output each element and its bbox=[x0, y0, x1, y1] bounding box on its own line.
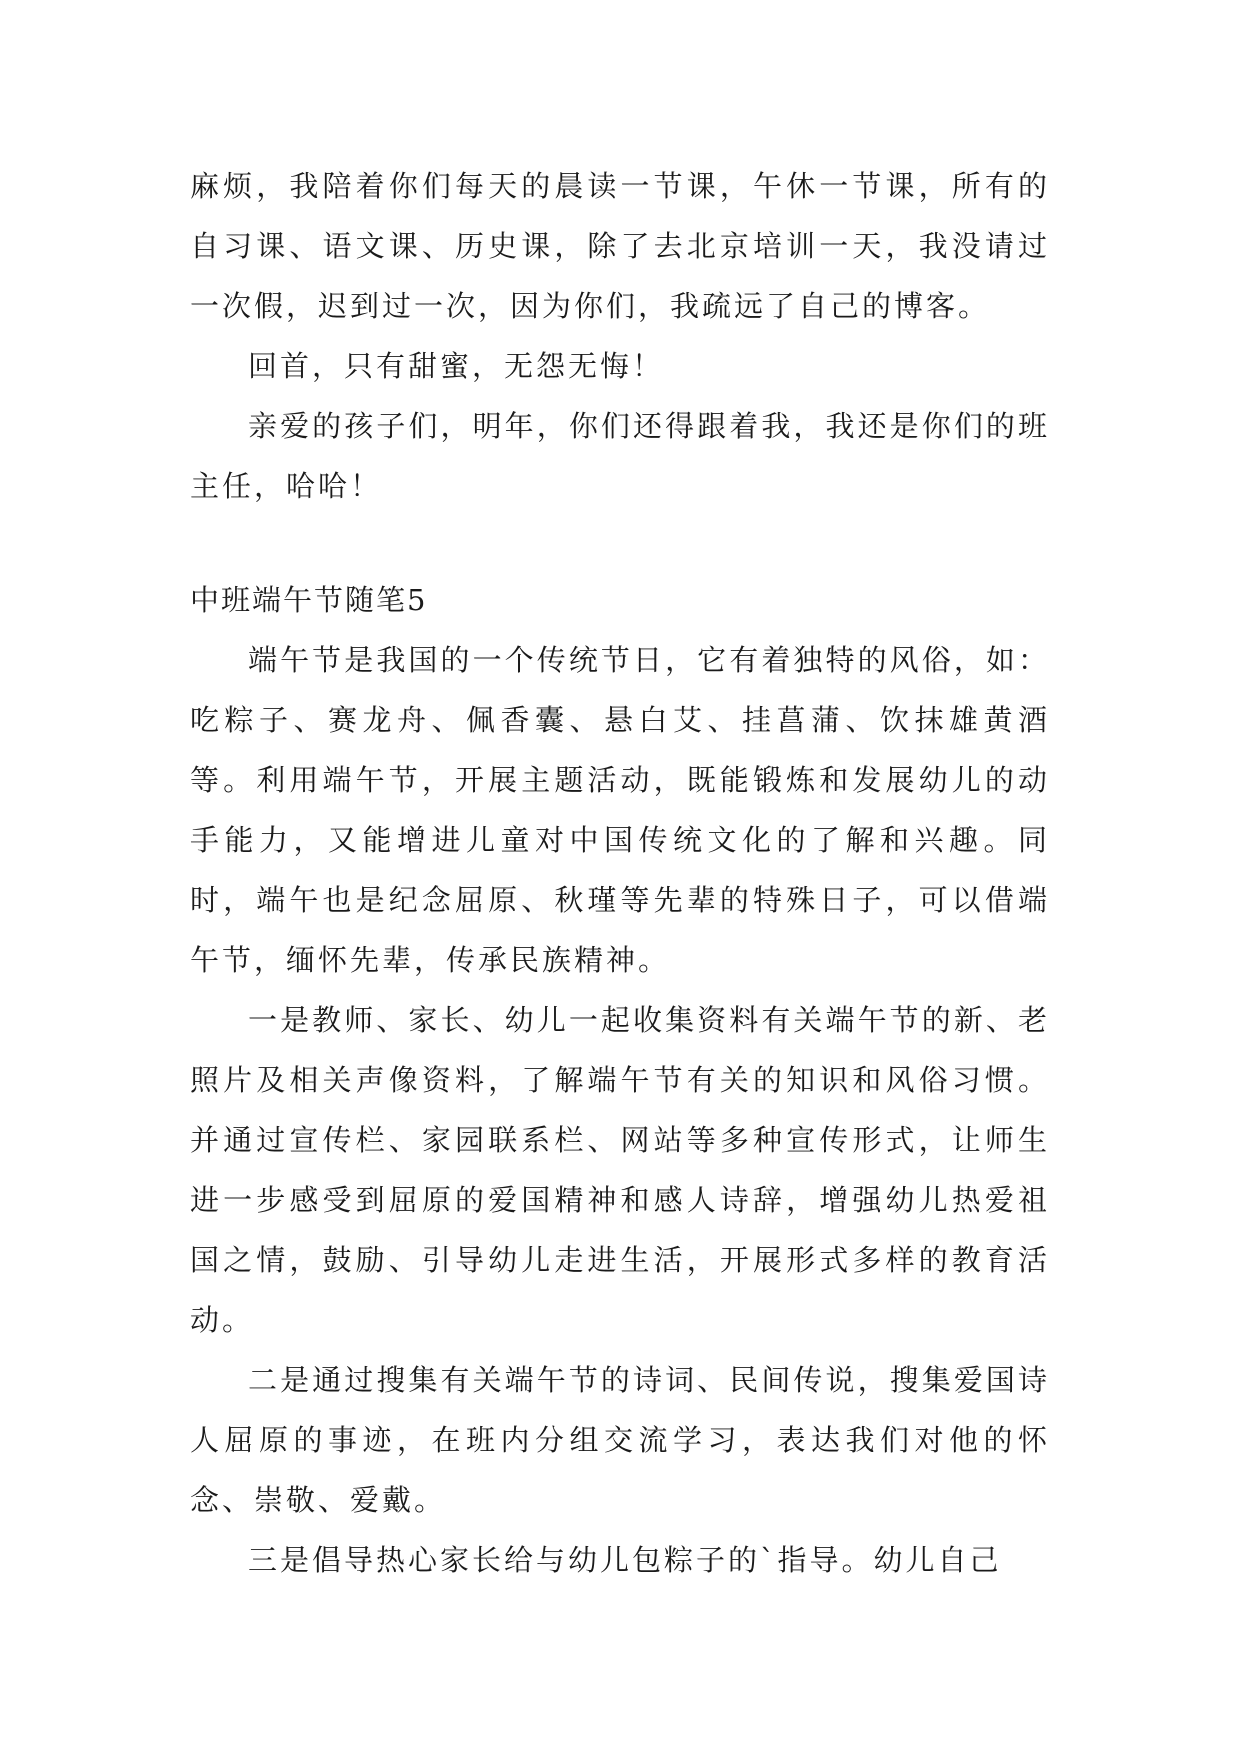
section-essay-5 bbox=[190, 570, 1050, 1590]
paragraph-intro: 端午节是我国的一个传统节日，它有着独特的风俗，如：吃粽子、赛龙舟、佩香囊、悬白艾、挂菖蒲、饮抹雄黄酒等。利用端午节，开展主题活动，既能锻炼和发展幼儿的动手能力，又能增进儿童对中国传统文化的了解和兴趣。同时，端午也是纪念屈原、秋瑾等先辈的特殊日子，可以借端午节，缅怀先辈，传承民族精神。 bbox=[190, 643, 1050, 977]
text-block-continuation bbox=[190, 156, 1050, 516]
paragraph-point-two: 二是通过搜集有关端午节的诗词、民间传说，搜集爱国诗人屈原的事迹，在班内分组交流学习，表达我们对他的怀念、崇敬、爱戴。 bbox=[190, 1363, 1050, 1517]
paragraph-continued: 麻烦，我陪着你们每天的晨读一节课，午休一节课，所有的自习课、语文课、历史课，除了去北京培训一天，我没请过一次假，迟到过一次，因为你们，我疏远了自己的博客。 bbox=[190, 169, 1050, 323]
paragraph-point-one: 一是教师、家长、幼儿一起收集资料有关端午节的新、老照片及相关声像资料，了解端午节有关的知识和风俗习惯。并通过宣传栏、家园联系栏、网站等多种宣传形式，让师生进一步感受到屈原的爱国精神和感人诗辞，增强幼儿热爱祖国之情，鼓励、引导幼儿走进生活，开展形式多样的教育活动。 bbox=[190, 1003, 1050, 1337]
paragraph-reflection: 回首，只有甜蜜，无怨无悔！ bbox=[248, 349, 665, 383]
paragraph-point-three: 三是倡导热心家长给与幼儿包粽子的`指导。幼儿自己 bbox=[248, 1543, 1002, 1577]
section-heading: 中班端午节随笔5 bbox=[190, 583, 428, 617]
paragraph-closing: 亲爱的孩子们，明年，你们还得跟着我，我还是你们的班主任，哈哈！ bbox=[190, 409, 1050, 503]
